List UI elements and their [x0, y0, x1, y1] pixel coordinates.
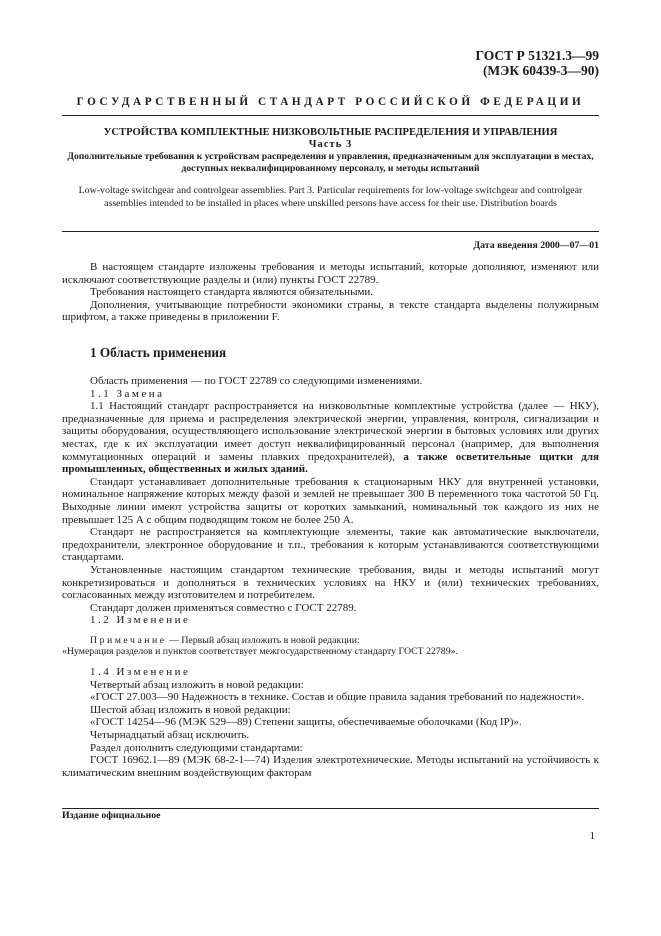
intro-section	[62, 261, 599, 324]
clause-1-4-paragraph: Четвертый абзац изложить в новой редакции:	[90, 678, 304, 691]
clause-1-2-label: 1.2 Изменение	[90, 614, 191, 627]
title-english: Low-voltage switchgear and controlgear assemblies. Part 3. Particular requirements for low-voltage switchgear and controlgear assemblies intended to be installed in places where unskilled persons have access for their use. Distribution boards	[78, 185, 583, 209]
footer-rule	[62, 808, 599, 809]
page-number: 1	[589, 830, 595, 842]
title-bottom-rule	[62, 231, 599, 232]
edition-label: Издание официальное	[62, 810, 161, 821]
clause-1-1-text-bold: а также осветительные щитки для промышленных, общественных и жилых зданий.	[62, 450, 599, 476]
state-standard-title: ГОСУДАРСТВЕННЫЙ СТАНДАРТ РОССИЙСКОЙ ФЕДЕРАЦИИ	[76, 96, 585, 108]
clause-1-4-paragraph: Шестой абзац изложить в новой редакции:	[90, 703, 291, 716]
standard-number-block	[475, 48, 599, 78]
intro-date: Дата введения 2000—07—01	[473, 240, 599, 251]
section-heading: 1 Область применения	[90, 345, 227, 360]
note	[62, 635, 599, 647]
scope-requirements-paragraph: Установленные настоящим стандартом технические требования, виды и методы испытаний могут конкретизироваться и дополняться в технических условиях на НКУ и (или) технических требованиях, согласованных между изготовителем и потребителем.	[62, 563, 599, 602]
clause-1-4-paragraph: Раздел дополнить следующими стандартами:	[90, 741, 303, 754]
clause-1-4-paragraph: ГОСТ 16962.1—89 (МЭК 68-2-1—74) Изделия электротехнические. Методы испытаний на устойчивость к климатическим внешним воздействующим факторам	[62, 754, 599, 779]
clause-1-1-text-main: 1.1 Настоящий стандарт распространяется на низковольтные комплектные устройства (далее — НКУ), предназначенные для приема и распределения электрической энергии, управления, контроля, сигнализации и защиты оборудования, осуществляющего использование электрической энергии в бытовых условиях или других местах, где к их эксплуатации имеет доступ неквалифицированный персонал (например, для выполнения коммутационных операций и замены плавких предохранителей),	[62, 400, 599, 463]
note-label: Примечание	[90, 634, 167, 646]
spacer	[62, 627, 599, 635]
scope-joint-paragraph: Стандарт должен применяться совместно с ГОСТ 22789.	[90, 601, 357, 614]
iec-number: (МЭК 60439-3—90)	[482, 63, 599, 78]
note-quote: «Нумерация разделов и пунктов соответствует межгосударственному стандарту ГОСТ 22789».	[62, 646, 458, 658]
intro-paragraph: Дополнения, учитывающие потребности экономики страны, в тексте стандарта выделены полужирным шрифтом, а также приведены в приложении F.	[62, 298, 599, 324]
section-lead: Область применения — по ГОСТ 22789 со следующими изменениями.	[90, 375, 423, 387]
clause-1-1-label: 1.1 Замена	[90, 387, 165, 400]
title-subtitle: Дополнительные требования к устройствам распределения и управления, предназначенным для эксплуатации в местах, доступных неквалифицированному персоналу, и методы испытаний	[67, 151, 594, 174]
standard-title	[62, 126, 599, 175]
note-text: — Первый абзац изложить в новой редакции:	[166, 634, 360, 646]
title-part: Часть 3	[308, 139, 353, 150]
clause-1-1-text	[62, 400, 599, 476]
scope-components-paragraph: Стандарт не распространяется на комплектующие элементы, такие как автоматические выключатели, предохранители, электронное оборудование и т.п., требования к которым устанавливаются соответствующими стандартами.	[62, 526, 599, 564]
scope-install-paragraph: Стандарт устанавливает дополнительные требования к стационарным НКУ для внутренней установки, номинальное напряжение которых между фазой и землей не превышает 300 В переменного тока частотой 50 Гц. Выходные линии имеют устройства защиты от коротких замыканий, номинальный ток каждого из них не превышает 125 А с общим подводящим током не более 250 А.	[62, 475, 599, 526]
title-main: УСТРОЙСТВА КОМПЛЕКТНЫЕ НИЗКОВОЛЬТНЫЕ РАСПРЕДЕЛЕНИЯ И УПРАВЛЕНИЯ	[103, 127, 558, 138]
intro-paragraph: Требования настоящего стандарта являются обязательными.	[90, 286, 374, 299]
clause-1-4-paragraph: «ГОСТ 27.003—90 Надежность в технике. Состав и общие правила задания требований по надежности».	[90, 691, 585, 704]
spacer	[62, 658, 599, 666]
section-1-body	[62, 375, 599, 779]
clause-1-4-paragraph: Четырнадцатый абзац исключить.	[90, 729, 250, 742]
clause-1-4-paragraph: «ГОСТ 14254—96 (МЭК 529—89) Степени защиты, обеспечиваемые оболочками (Код IP)».	[90, 716, 522, 729]
intro-paragraph: В настоящем стандарте изложены требования и методы испытаний, которые дополняют, изменяют или исключают соответствующие разделы и (или) пункты ГОСТ 22789.	[62, 261, 599, 286]
clause-1-4-label: 1.4 Изменение	[90, 666, 191, 679]
gost-number: ГОСТ Р 51321.3—99	[475, 48, 599, 63]
top-rule	[62, 115, 599, 116]
